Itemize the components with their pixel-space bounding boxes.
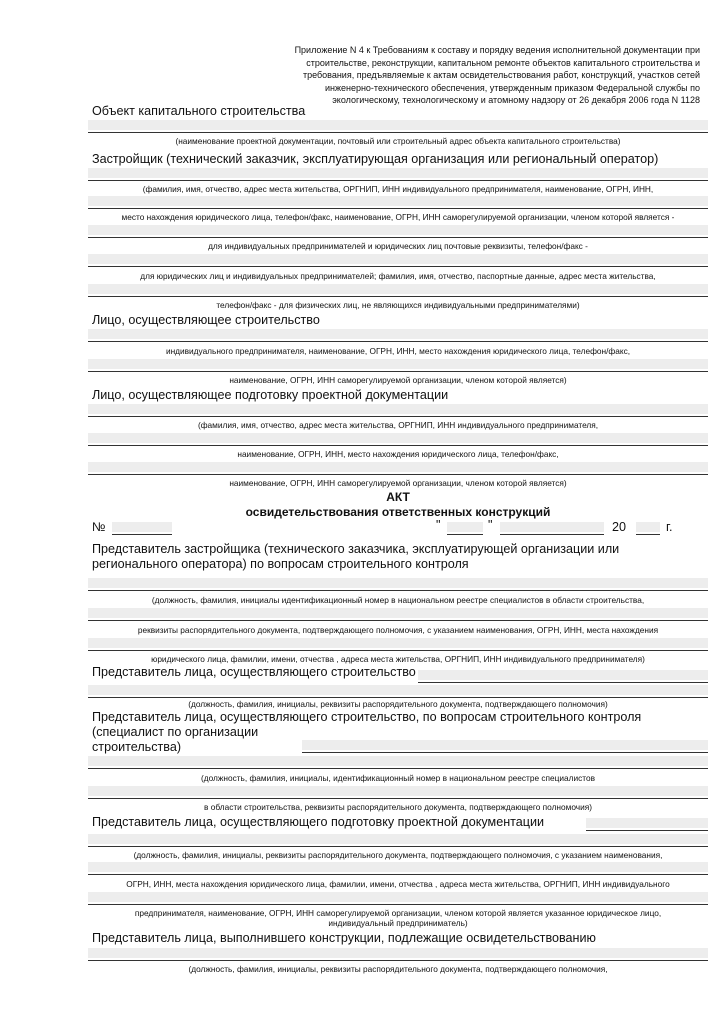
caption: (должность, фамилия, инициалы, реквизиты распорядительного документа, подтверждающего полномочия) <box>188 699 608 709</box>
caption: место нахождения юридического лица, телефон/факс, наименование, ОГРН, ИНН саморегулируемой организации, членом которой является - <box>121 212 675 222</box>
rep-builder-field[interactable] <box>418 670 708 680</box>
rep-designer-field-4[interactable] <box>88 892 708 902</box>
rep-developer-label: Представитель застройщика (технического заказчика, эксплуатирующей организации или <box>92 542 620 556</box>
caption: в области строительства, реквизиты распорядительного документа, подтверждающего полномочия) <box>204 802 592 812</box>
developer-field[interactable] <box>88 168 708 178</box>
caption: (должность, фамилия, инициалы, идентификационный номер в национальном реестре специалистов <box>200 773 596 783</box>
caption: (должность, фамилия, инициалы, реквизиты распорядительного документа, подтверждающего полномочия, <box>188 964 608 974</box>
rep-builder-label: Представитель лица, осуществляющего строительство <box>92 665 416 679</box>
caption: юридического лица, фамилии, имени, отчества , адреса места жительства, ОРГНИП, ИНН индивидуального предпринимателя) <box>151 654 645 664</box>
rep-builder-field-2[interactable] <box>88 685 708 695</box>
developer-field-4[interactable] <box>88 254 708 264</box>
developer-field-5[interactable] <box>88 284 708 294</box>
caption: для юридических лиц и индивидуальных предпринимателей; фамилия, имя, отчество, паспортные данные, адрес места жительства, <box>140 271 656 281</box>
caption: телефон/факс - для физических лиц, не являющихся индивидуальными предпринимателями) <box>216 300 580 310</box>
builder-field-2[interactable] <box>88 359 708 369</box>
rep-builder-control-label-3: строительства) <box>92 740 182 754</box>
rep-designer-field[interactable] <box>586 818 708 828</box>
rep-performer-label: Представитель лица, выполнившего конструкции, подлежащие освидетельствованию <box>92 931 596 945</box>
caption: ОГРН, ИНН, места нахождения юридического лица, фамилии, имени, отчества , адреса места жительства, ОРГНИП, ИНН индивидуального <box>126 879 670 889</box>
caption: (должность, фамилия, инициалы, реквизиты распорядительного документа, подтверждающего полномочия, с указанием наименования, <box>133 850 663 860</box>
object-field[interactable] <box>88 120 708 130</box>
rep-designer-label: Представитель лица, осуществляющего подготовку проектной документации <box>92 815 545 829</box>
rep-builder-control-field-3[interactable] <box>88 786 708 796</box>
appendix-line: требования, предъявляемые к актам освидетельствования работ, конструкций, участков сетей <box>302 70 700 80</box>
rep-designer-field-2[interactable] <box>88 834 708 844</box>
rep-developer-label-2: регионального оператора) по вопросам строительного контроля <box>92 557 469 571</box>
caption: (фамилия, имя, отчество, адрес места жительства, ОРГНИП, ИНН индивидуального предпринимателя, <box>197 420 599 430</box>
builder-field[interactable] <box>88 329 708 339</box>
caption: реквизиты распорядительного документа, подтверждающего полномочия, с указанием наименования, ОГРН, ИНН, места нахождения <box>137 625 659 635</box>
caption: индивидуальный предприниматель) <box>328 918 468 928</box>
designer-label: Лицо, осуществляющее подготовку проектной документации <box>92 388 449 402</box>
act-title: АКТ <box>386 490 410 504</box>
rep-builder-control-label: Представитель лица, осуществляющего строительство, по вопросам строительного контроля <box>92 710 642 724</box>
builder-label: Лицо, осуществляющее строительство <box>92 313 320 327</box>
appendix-note <box>260 44 700 107</box>
designer-field-3[interactable] <box>88 462 708 472</box>
appendix-line: строительстве, реконструкции, капитальном ремонте объектов капитального строительства и <box>306 57 700 68</box>
designer-field[interactable] <box>88 404 708 414</box>
caption: предпринимателя, наименование, ОГРН, ИНН саморегулируемой организации, членом которой является указанное юридическое лицо, <box>134 908 662 918</box>
caption: наименование, ОГРН, ИНН саморегулируемой организации, членом которой является) <box>229 478 567 488</box>
rep-builder-control-field-2[interactable] <box>88 756 708 766</box>
act-number-field[interactable] <box>112 522 172 532</box>
caption: (фамилия, имя, отчество, адрес места жительства, ОРГНИП, ИНН индивидуального предпринимателя, наименование, ОГРН, ИНН, <box>142 184 654 194</box>
year-suffix: г. <box>666 520 673 534</box>
object-label: Объект капитального строительства <box>92 104 306 118</box>
caption: (должность, фамилия, инициалы идентификационный номер в национальном реестре специалистов в области строительства, <box>151 595 645 605</box>
caption: индивидуального предпринимателя, наименование, ОГРН, ИНН, место нахождения юридического лица, телефон/факс, <box>165 346 631 356</box>
caption: наименование, ОГРН, ИНН, место нахождения юридического лица, телефон/факс, <box>237 449 559 459</box>
act-day-field[interactable] <box>447 522 483 532</box>
developer-field-2[interactable] <box>88 196 708 206</box>
rep-developer-field-2[interactable] <box>88 608 708 618</box>
developer-label: Застройщик (технический заказчик, эксплуатирующая организация или региональный оператор) <box>92 152 659 166</box>
caption: для индивидуальных предпринимателей и юридических лиц почтовые реквизиты, телефон/факс - <box>208 241 588 251</box>
act-month-field[interactable] <box>500 522 604 532</box>
rep-developer-field[interactable] <box>88 578 708 588</box>
appendix-line: экологическому, технологическому и атомному надзору от 26 декабря 2006 года N 1128 <box>332 95 700 105</box>
designer-field-2[interactable] <box>88 433 708 443</box>
number-sign: № <box>92 520 106 534</box>
act-year-field[interactable] <box>636 522 660 532</box>
caption: (наименование проектной документации, почтовый или строительный адрес объекта капитального строительства) <box>175 136 621 146</box>
rep-developer-field-3[interactable] <box>88 638 708 648</box>
developer-field-3[interactable] <box>88 225 708 235</box>
rep-builder-control-label-2: (специалист по организации <box>92 725 259 739</box>
appendix-line: инженерно-технического обеспечения, утвержденным приказом Федеральной службы по <box>324 82 700 93</box>
act-subtitle: освидетельствования ответственных конструкций <box>245 505 551 519</box>
year-prefix: 20 <box>612 520 627 534</box>
appendix-line: Приложение N 4 к Требованиям к составу и порядку ведения исполнительной документации при <box>294 45 700 55</box>
rep-designer-field-3[interactable] <box>88 862 708 872</box>
quote-open: " <box>436 518 441 532</box>
rep-builder-control-field[interactable] <box>302 740 708 750</box>
rep-performer-field[interactable] <box>88 948 708 958</box>
caption: наименование, ОГРН, ИНН саморегулируемой организации, членом которой является) <box>229 375 567 385</box>
quote-close: " <box>488 518 493 532</box>
